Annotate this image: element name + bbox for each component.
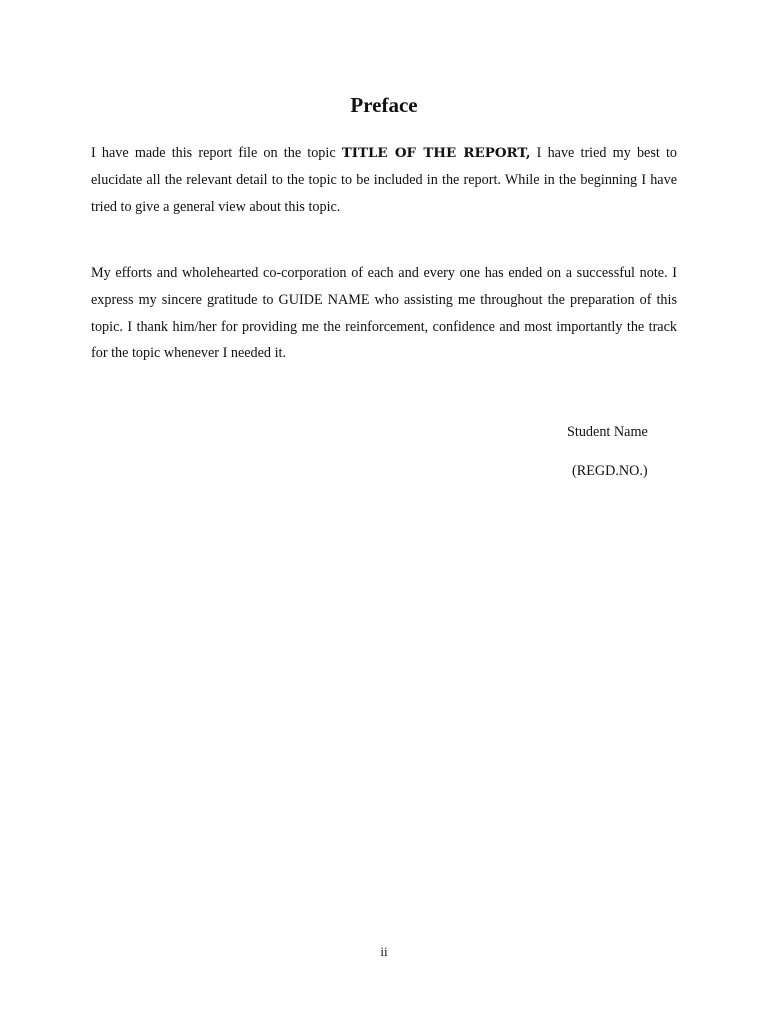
report-title-placeholder: TITLE OF THE REPORT,	[341, 145, 531, 161]
paragraph-1-rest: I have tried my best to elucidate all the relevant detail to the topic to be included in the report. While in the beginning I have tried to give a general view about this topic.	[91, 145, 677, 215]
student-name: Student Name	[567, 424, 648, 440]
page-title: Preface	[350, 93, 418, 117]
preface-paragraph-1	[91, 140, 677, 220]
paragraph-1-intro: I have made this report file on the topic	[91, 145, 342, 161]
registration-number: (REGD.NO.)	[572, 463, 648, 479]
preface-paragraph-2: My efforts and wholehearted co-corporation of each and every one has ended on a successful note. I express my sincere gratitude to GUIDE NAME who assisting me throughout the preparation of this topic. I thank him/her for providing me the reinforcement, confidence and most importantly the track for the topic whenever I needed it.	[91, 265, 677, 362]
page-number: ii	[380, 944, 388, 959]
